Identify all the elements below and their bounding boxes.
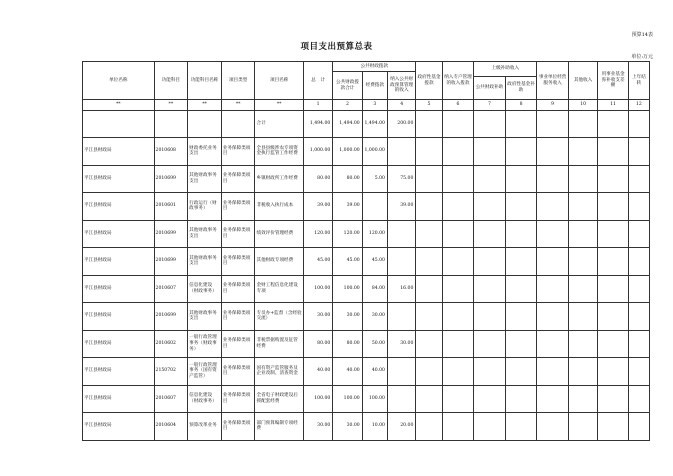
func-name-cell: 预算改革业务: [188, 413, 222, 441]
amount-cell: 100.00: [303, 275, 332, 303]
amount-cell: 100.00: [303, 385, 332, 413]
amount-cell: 1,000.00: [303, 138, 332, 166]
unit-label: 单位:万元: [631, 54, 653, 60]
amount-cell: [362, 193, 387, 221]
amount-cell: 80.00: [333, 330, 362, 358]
empty-cell: [598, 413, 629, 441]
func-name-cell: 财政委托业务支出: [188, 138, 222, 166]
table-row: [83, 275, 650, 303]
empty-cell: [568, 413, 597, 441]
amount-cell: 45.00: [333, 248, 362, 276]
project-type-cell: 业务保障类项目: [221, 138, 255, 166]
empty-cell: [442, 193, 474, 221]
col-total: 总 计: [303, 62, 332, 100]
empty-cell: [442, 220, 474, 248]
func-name-cell: 信息化建设（财政事务）: [188, 385, 222, 413]
empty-cell: [505, 165, 537, 193]
numbering-cell: 1: [303, 100, 332, 111]
amount-cell: 120.00: [362, 220, 387, 248]
func-code-cell: 2010607: [154, 385, 188, 413]
func-name-cell: 其他财政事务支出: [188, 220, 222, 248]
empty-cell: [568, 193, 597, 221]
data-rows: [83, 138, 650, 441]
project-type-cell: 业务保障类项目: [221, 165, 255, 193]
func-name-cell: 其他财政事务支出: [188, 165, 222, 193]
empty-cell: [598, 165, 629, 193]
col-special-account: 纳入专户管理的收入拨款: [442, 62, 474, 100]
numbering-cell: 6: [442, 100, 474, 111]
total-cell: 200.00: [387, 111, 415, 138]
func-name-cell: 其他财政事务支出: [188, 248, 222, 276]
numbering-cell: **: [221, 100, 255, 111]
amount-cell: 80.00: [303, 165, 332, 193]
func-code-cell: 2150702: [154, 358, 188, 386]
empty-cell: [416, 413, 442, 441]
project-name-cell: 乡镇财政所工作经费: [255, 165, 303, 193]
empty-cell: [416, 220, 442, 248]
amount-cell: 30.00: [362, 303, 387, 331]
table-row: [83, 193, 650, 221]
empty-cell: [537, 275, 569, 303]
amount-cell: 30.00: [333, 303, 362, 331]
total-cell: 1,494.00: [362, 111, 387, 138]
numbering-cell: **: [154, 100, 188, 111]
table-row: [83, 385, 650, 413]
empty-cell: [568, 275, 597, 303]
empty-cell: [537, 330, 569, 358]
func-name-cell: 一般行政管理事务（财政事务）: [188, 330, 222, 358]
empty-cell: [505, 303, 537, 331]
numbering-cell: 11: [598, 100, 629, 111]
empty-cell: [474, 330, 506, 358]
page-title: 项目支出预算总表: [300, 42, 373, 52]
empty-cell: [598, 358, 629, 386]
table-row: [83, 330, 650, 358]
amount-cell: [387, 138, 415, 166]
table-row: [83, 358, 650, 386]
empty-cell: [598, 220, 629, 248]
total-cell: 1,494.00: [333, 111, 362, 138]
empty-cell: [474, 193, 506, 221]
empty-cell: [474, 413, 506, 441]
empty-cell: [505, 193, 537, 221]
project-name-cell: 其他财政专项经费: [255, 248, 303, 276]
amount-cell: 80.00: [303, 330, 332, 358]
empty-cell: [505, 138, 537, 166]
project-name-cell: 全县县级涉农专项资金执行监管工作经费: [255, 138, 303, 166]
project-type-cell: 业务保障类项目: [221, 193, 255, 221]
empty-cell: [416, 165, 442, 193]
empty-cell: [568, 138, 597, 166]
amount-cell: 30.00: [303, 413, 332, 441]
table-row: [83, 413, 650, 441]
empty-cell: [505, 275, 537, 303]
table-number-label: 预算14表: [631, 32, 653, 38]
empty-cell: [537, 385, 569, 413]
numbering-cell: 10: [568, 100, 597, 111]
empty-cell: [442, 358, 474, 386]
empty-cell: [474, 138, 506, 166]
table-row: [83, 248, 650, 276]
empty-cell: [537, 303, 569, 331]
empty-cell: [598, 138, 629, 166]
empty-cell: [568, 330, 597, 358]
col-last-year: 上年结转: [628, 62, 649, 100]
col-carry-over: 用事业基金弥补收支差额: [598, 62, 629, 100]
amount-cell: 100.00: [333, 275, 362, 303]
empty-cell: [537, 220, 569, 248]
header-row-1: [83, 62, 650, 72]
amount-cell: [387, 220, 415, 248]
unit-name-cell: 平江县财政局: [83, 165, 155, 193]
func-code-cell: 2010607: [154, 275, 188, 303]
func-code-cell: 2010699: [154, 220, 188, 248]
empty-cell: [416, 358, 442, 386]
empty-cell: [537, 413, 569, 441]
empty-cell: [628, 193, 649, 221]
numbering-cell: 12: [628, 100, 649, 111]
empty-cell: [598, 193, 629, 221]
amount-cell: 5.00: [362, 165, 387, 193]
empty-cell: [442, 303, 474, 331]
empty-cell: [416, 303, 442, 331]
func-code-cell: 2010601: [154, 193, 188, 221]
amount-cell: 84.00: [362, 275, 387, 303]
empty-cell: [442, 385, 474, 413]
col-business-income: 事业单位经营服务收入: [537, 62, 569, 100]
total-cell: 1,494.00: [303, 111, 332, 138]
empty-cell: [505, 358, 537, 386]
empty-cell: [568, 303, 597, 331]
col-func-name: 功能科目名称: [188, 62, 222, 100]
func-name-cell: 行政运行（财政事务）: [188, 193, 222, 221]
empty-cell: [474, 385, 506, 413]
amount-cell: 100.00: [362, 385, 387, 413]
amount-cell: 45.00: [303, 248, 332, 276]
func-code-cell: 2010608: [154, 138, 188, 166]
col-prior-balance: 上级补助收入: [474, 62, 537, 77]
project-type-cell: 业务保障类项目: [221, 413, 255, 441]
amount-cell: 45.00: [362, 248, 387, 276]
empty-cell: [505, 330, 537, 358]
empty-cell: [442, 248, 474, 276]
func-name-cell: 其他财政事务支出: [188, 303, 222, 331]
project-name-cell: 全省电子财政建设后援配套经费: [255, 385, 303, 413]
func-code-cell: 2010699: [154, 248, 188, 276]
numbering-cell: 3: [362, 100, 387, 111]
empty-cell: [416, 330, 442, 358]
unit-name-cell: 平江县财政局: [83, 330, 155, 358]
empty-cell: [474, 220, 506, 248]
amount-cell: 40.00: [333, 358, 362, 386]
empty-cell: [474, 248, 506, 276]
amount-cell: [387, 248, 415, 276]
empty-cell: [505, 385, 537, 413]
empty-cell: [537, 193, 569, 221]
func-code-cell: 2010699: [154, 165, 188, 193]
amount-cell: 16.00: [387, 275, 415, 303]
empty-cell: [537, 248, 569, 276]
unit-name-cell: 平江县财政局: [83, 275, 155, 303]
empty-cell: [537, 358, 569, 386]
empty-cell: [628, 248, 649, 276]
empty-cell: [628, 275, 649, 303]
numbering-cell: 2: [333, 100, 362, 111]
empty-cell: [505, 248, 537, 276]
amount-cell: 80.00: [333, 165, 362, 193]
unit-name-cell: 平江县财政局: [83, 303, 155, 331]
empty-cell: [474, 303, 506, 331]
func-code-cell: 2010602: [154, 330, 188, 358]
col-other-income: 其他收入: [568, 62, 597, 100]
numbering-cell: 8: [505, 100, 537, 111]
unit-name-cell: 平江县财政局: [83, 385, 155, 413]
amount-cell: [387, 358, 415, 386]
col-public-budget: 公共财政拨款: [333, 62, 416, 72]
col-public-sub-total: 公共财政拨款合计: [333, 72, 362, 100]
amount-cell: 40.00: [362, 358, 387, 386]
project-type-cell: 业务保障类项目: [221, 385, 255, 413]
project-name-cell: 金财工程信息化建设专项: [255, 275, 303, 303]
numbering-cell: **: [255, 100, 303, 111]
project-type-cell: 业务保障类项目: [221, 220, 255, 248]
project-name-cell: 国有资产监管服务及企业改制、清查资金: [255, 358, 303, 386]
func-code-cell: 2010699: [154, 303, 188, 331]
col-public-sub-regular: 经费拨款: [362, 72, 387, 100]
table-row: [83, 138, 650, 166]
func-name-cell: 一般行政管理事务（国有资产监管）: [188, 358, 222, 386]
project-type-cell: 业务保障类项目: [221, 275, 255, 303]
total-label: 合计: [255, 111, 303, 138]
project-name-cell: 非税票据购置及征管经费: [255, 330, 303, 358]
empty-cell: [568, 220, 597, 248]
empty-cell: [442, 413, 474, 441]
amount-cell: 50.00: [362, 330, 387, 358]
numbering-cell: 5: [416, 100, 442, 111]
col-project-name: 项目名称: [255, 62, 303, 100]
empty-cell: [442, 165, 474, 193]
empty-cell: [628, 138, 649, 166]
project-type-cell: 业务保障类项目: [221, 330, 255, 358]
unit-name-cell: 平江县财政局: [83, 138, 155, 166]
project-name-cell: 非税收入执行成本: [255, 193, 303, 221]
empty-cell: [474, 165, 506, 193]
empty-cell: [416, 138, 442, 166]
col-prior-sub-a: 公共财政补助: [474, 77, 506, 100]
unit-name-cell: 平江县财政局: [83, 193, 155, 221]
empty-cell: [416, 275, 442, 303]
amount-cell: 39.00: [303, 193, 332, 221]
numbering-cell: 9: [537, 100, 569, 111]
project-name-cell: 专员办+监督（含经验交流）: [255, 303, 303, 331]
col-func-code: 功能科目: [154, 62, 188, 100]
empty-cell: [568, 165, 597, 193]
empty-cell: [598, 303, 629, 331]
empty-cell: [442, 138, 474, 166]
amount-cell: 30.00: [303, 303, 332, 331]
empty-cell: [442, 275, 474, 303]
empty-cell: [537, 138, 569, 166]
empty-cell: [537, 165, 569, 193]
empty-cell: [474, 275, 506, 303]
empty-cell: [474, 358, 506, 386]
budget-table: [82, 61, 650, 441]
empty-cell: [416, 193, 442, 221]
empty-cell: [628, 385, 649, 413]
col-prior-sub-b: 政府性基金补助: [505, 77, 537, 100]
project-type-cell: 业务保障类项目: [221, 303, 255, 331]
numbering-cell: **: [83, 100, 155, 111]
empty-cell: [598, 248, 629, 276]
amount-cell: 1,000.00: [362, 138, 387, 166]
amount-cell: 120.00: [333, 220, 362, 248]
col-public-sub-fees: 纳入公共财政预算管理的收入: [387, 72, 415, 100]
amount-cell: 100.00: [333, 385, 362, 413]
amount-cell: 10.00: [362, 413, 387, 441]
empty-cell: [628, 358, 649, 386]
empty-cell: [505, 413, 537, 441]
numbering-row: [83, 100, 650, 111]
amount-cell: 75.00: [387, 165, 415, 193]
empty-cell: [628, 165, 649, 193]
amount-cell: 39.00: [333, 193, 362, 221]
amount-cell: 39.00: [387, 193, 415, 221]
table-row: [83, 165, 650, 193]
func-code-cell: 2010604: [154, 413, 188, 441]
empty-cell: [628, 303, 649, 331]
empty-cell: [598, 275, 629, 303]
empty-cell: [505, 220, 537, 248]
total-row: [83, 111, 650, 138]
amount-cell: 20.00: [387, 413, 415, 441]
project-name-cell: 部门预算编制专项经费: [255, 413, 303, 441]
unit-name-cell: 平江县财政局: [83, 220, 155, 248]
col-project-type: 项目类型: [221, 62, 255, 100]
amount-cell: 1,000.00: [333, 138, 362, 166]
amount-cell: 30.00: [333, 413, 362, 441]
empty-cell: [442, 330, 474, 358]
amount-cell: [387, 303, 415, 331]
col-unit-name: 单位名称: [83, 62, 155, 100]
numbering-cell: **: [188, 100, 222, 111]
numbering-cell: 7: [474, 100, 506, 111]
empty-cell: [568, 385, 597, 413]
empty-cell: [568, 248, 597, 276]
empty-cell: [568, 358, 597, 386]
empty-cell: [416, 248, 442, 276]
empty-cell: [628, 413, 649, 441]
func-name-cell: 信息化建设（财政事务）: [188, 275, 222, 303]
amount-cell: 40.00: [303, 358, 332, 386]
unit-name-cell: 平江县财政局: [83, 358, 155, 386]
unit-name-cell: 平江县财政局: [83, 248, 155, 276]
col-gov-fund: 政府性基金拨款: [416, 62, 442, 100]
amount-cell: [387, 385, 415, 413]
empty-cell: [416, 385, 442, 413]
empty-cell: [628, 220, 649, 248]
empty-cell: [628, 330, 649, 358]
unit-name-cell: 平江县财政局: [83, 413, 155, 441]
table-row: [83, 303, 650, 331]
project-name-cell: 绩效评价管理经费: [255, 220, 303, 248]
project-type-cell: 业务保障类项目: [221, 248, 255, 276]
table-row: [83, 220, 650, 248]
amount-cell: 120.00: [303, 220, 332, 248]
amount-cell: 30.00: [387, 330, 415, 358]
empty-cell: [598, 330, 629, 358]
project-type-cell: 业务保障类项目: [221, 358, 255, 386]
numbering-cell: 4: [387, 100, 415, 111]
empty-cell: [598, 385, 629, 413]
